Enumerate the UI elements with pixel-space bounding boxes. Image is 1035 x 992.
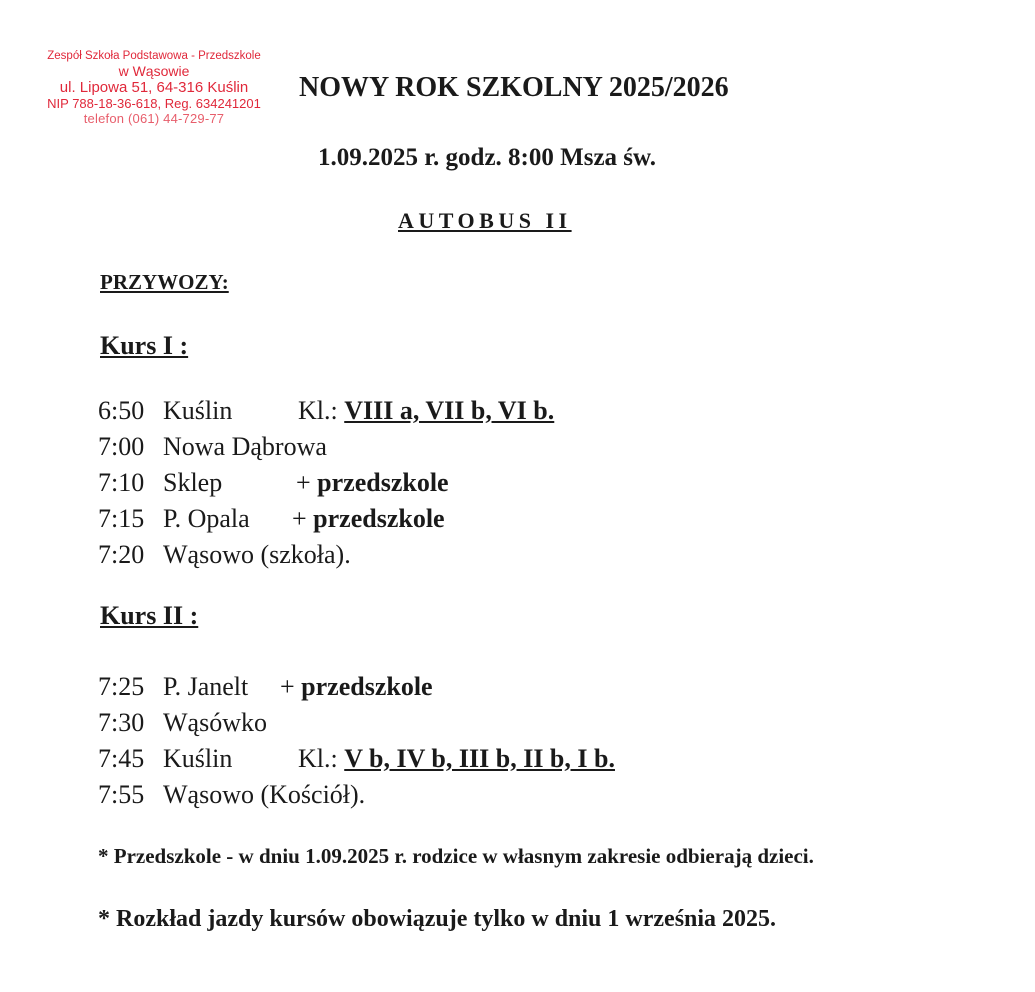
bus-heading: AUTOBUS II	[398, 208, 572, 233]
stop-place: P. Opala	[163, 504, 250, 533]
stop-row	[98, 429, 351, 465]
course-stop-list	[98, 393, 555, 573]
course-heading: Kurs II :	[100, 601, 199, 630]
stop-note	[280, 669, 433, 705]
stop-row	[98, 393, 555, 429]
stop-place: Kuślin	[163, 396, 233, 425]
stop-time: 7:00	[98, 432, 145, 461]
stop-note	[296, 465, 449, 501]
stop-time: 7:25	[98, 672, 145, 701]
stamp-line-2: w Wąsowie	[118, 63, 190, 80]
kindergarten-label: przedszkole	[317, 468, 449, 497]
stop-row	[98, 501, 445, 537]
footnote-kindergarten: * Przedszkole - w dniu 1.09.2025 r. rodzice w własnym zakresie odbierają dzieci.	[98, 844, 814, 868]
stop-time: 7:55	[98, 780, 145, 809]
stop-row	[98, 537, 351, 573]
stamp-line-4: NIP 788-18-36-618, Reg. 634241201	[47, 95, 261, 111]
stop-place: Kuślin	[163, 744, 233, 773]
class-prefix: Kl.:	[298, 744, 338, 773]
stop-place: P. Janelt	[163, 672, 249, 701]
stop-place: Wąsowo (Kościół).	[163, 780, 366, 809]
stop-row	[98, 705, 365, 741]
stop-note	[298, 393, 554, 429]
stop-time: 7:20	[98, 540, 145, 569]
stamp-line-5: telefon (061) 44-729-77	[83, 110, 225, 126]
document-title: NOWY ROK SZKOLNY 2025/2026	[299, 72, 729, 103]
stop-row	[98, 741, 615, 777]
stop-time: 7:10	[98, 468, 145, 497]
stop-place: Sklep	[163, 468, 223, 497]
stop-place: Nowa Dąbrowa	[163, 432, 327, 461]
stop-place: Wąsówko	[163, 708, 267, 737]
course-stop-list	[98, 669, 615, 813]
stamp-line-1: Zespół Szkoła Podstawowa - Przedszkole	[47, 50, 261, 62]
mass-info: 1.09.2025 r. godz. 8:00 Msza św.	[318, 144, 656, 171]
stop-time: 7:15	[98, 504, 145, 533]
course-heading: Kurs I :	[100, 331, 189, 360]
class-prefix: Kl.:	[298, 396, 338, 425]
stamp-line-3: ul. Lipowa 51, 64-316 Kuślin	[59, 79, 249, 97]
kindergarten-label: przedszkole	[313, 504, 445, 533]
section-heading: PRZYWOZY:	[100, 270, 229, 294]
plus-sign: +	[296, 468, 311, 497]
stop-row	[98, 465, 449, 501]
stop-time: 7:30	[98, 708, 145, 737]
kindergarten-label: przedszkole	[301, 672, 433, 701]
stop-time: 6:50	[98, 396, 145, 425]
stop-note	[292, 501, 445, 537]
stop-note	[298, 741, 615, 777]
plus-sign: +	[280, 672, 295, 701]
stop-row	[98, 777, 365, 813]
plus-sign: +	[292, 504, 307, 533]
footnote-schedule-validity: * Rozkład jazdy kursów obowiązuje tylko w dniu 1 września 2025.	[98, 906, 777, 932]
school-stamp	[20, 50, 288, 126]
stop-time: 7:45	[98, 744, 145, 773]
stop-place: Wąsowo (szkoła).	[163, 540, 351, 569]
class-list: V b, IV b, III b, II b, I b.	[344, 744, 615, 773]
class-list: VIII a, VII b, VI b.	[344, 396, 555, 425]
stop-row	[98, 669, 433, 705]
